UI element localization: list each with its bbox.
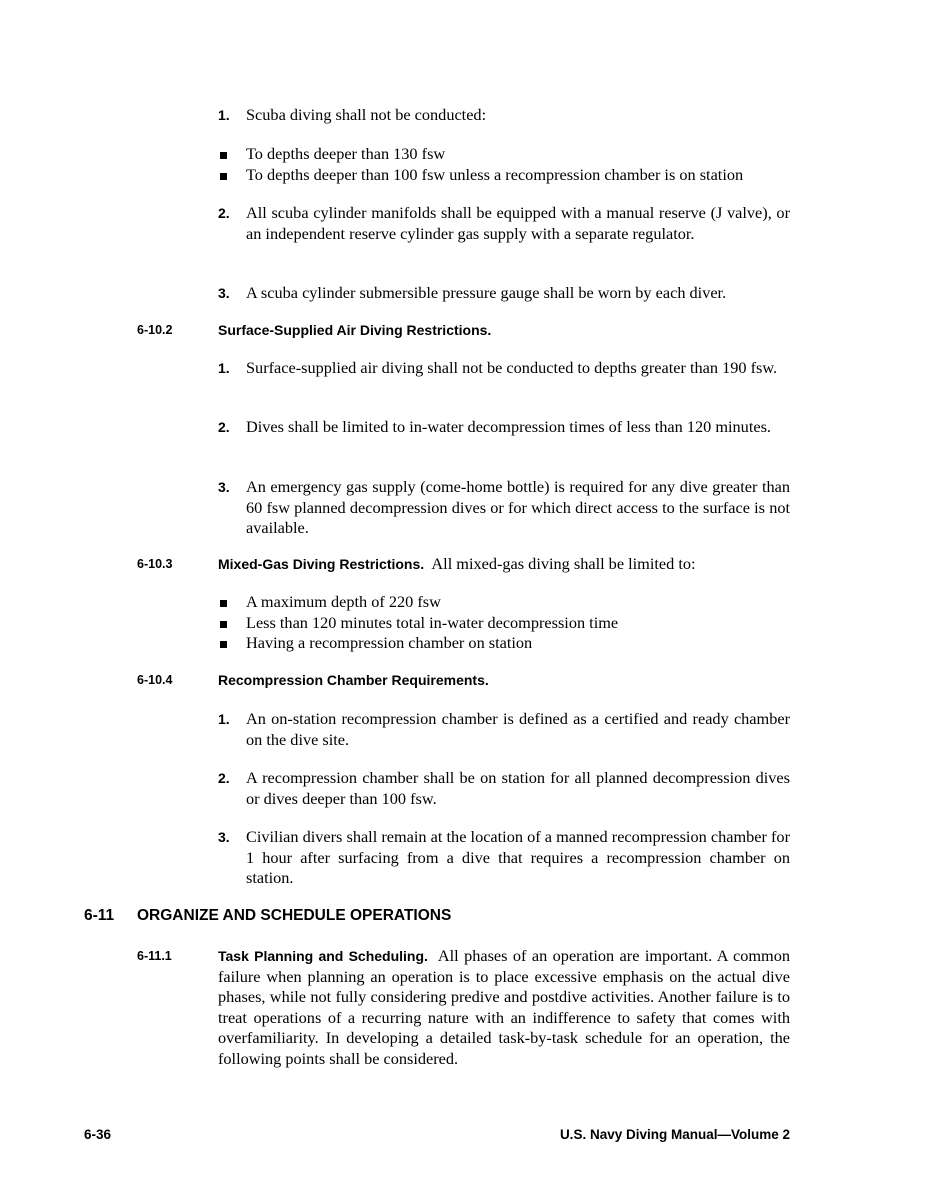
section-number: 6-11.1 [137, 949, 172, 963]
item-text: An emergency gas supply (come-home bottle) is required for any dive greater than 60 fsw planned decompression dives or for which direct access to the surface is not available. [246, 477, 790, 537]
item-text: Dives shall be limited to in-water decompression times of less than 120 minutes. [246, 417, 771, 436]
item-text: A recompression chamber shall be on station for all planned decompression dives or dives deeper than 100 fsw. [246, 768, 790, 808]
section-title: Surface-Supplied Air Diving Restrictions. [218, 322, 492, 338]
page-number: 6-36 [84, 1127, 112, 1142]
section-number: 6-10.4 [137, 673, 173, 687]
section-heading [218, 554, 790, 575]
section-heading [218, 320, 790, 341]
chamber-item-3 [218, 827, 790, 889]
surface-item-3 [218, 477, 790, 539]
list-item: To depths deeper than 130 fsw [218, 144, 790, 165]
item-number: 3. [218, 285, 230, 301]
scuba-item-3 [218, 283, 790, 304]
surface-item-2 [218, 417, 790, 438]
item-number: 1. [218, 107, 230, 123]
surface-item-1 [218, 358, 790, 379]
item-number: 2. [218, 770, 230, 786]
bullet-square-icon [220, 152, 227, 159]
item-text: All scuba cylinder manifolds shall be equipped with a manual reserve (J valve), or an independent reserve cylinder gas supply with a separate regulator. [246, 203, 790, 243]
section-title: Task Planning and Scheduling. [218, 948, 428, 964]
chapter-number: 6-11 [84, 907, 115, 924]
item-number: 1. [218, 360, 230, 376]
section-heading [218, 670, 790, 691]
bullet-square-icon [220, 173, 227, 180]
bullet-square-icon [220, 600, 227, 607]
bullet-square-icon [220, 641, 227, 648]
chamber-item-1 [218, 709, 790, 750]
scuba-item-2 [218, 203, 790, 244]
section-title: Mixed-Gas Diving Restrictions. [218, 556, 425, 572]
scuba-item-1 [218, 105, 790, 126]
list-item: To depths deeper than 100 fsw unless a recompression chamber is on station [218, 165, 790, 186]
item-text: An on-station recompression chamber is defined as a certified and ready chamber on the dive site. [246, 709, 790, 749]
chapter-title: ORGANIZE AND SCHEDULE OPERATIONS [137, 907, 452, 924]
scuba-bullet-list [218, 144, 790, 185]
section-number: 6-10.2 [137, 323, 173, 337]
chamber-item-2 [218, 768, 790, 809]
manual-title: U.S. Navy Diving Manual—Volume 2 [559, 1127, 790, 1142]
item-text: Scuba diving shall not be conducted: [246, 105, 487, 124]
item-number: 2. [218, 205, 230, 221]
list-item: A maximum depth of 220 fsw [218, 592, 790, 613]
item-number: 1. [218, 711, 230, 727]
list-item: Less than 120 minutes total in-water decompression time [218, 613, 790, 634]
bullet-square-icon [220, 621, 227, 628]
section-number: 6-10.3 [137, 557, 173, 571]
item-number: 2. [218, 419, 230, 435]
item-text: A scuba cylinder submersible pressure gauge shall be worn by each diver. [246, 283, 727, 302]
item-number: 3. [218, 829, 230, 845]
list-item: Having a recompression chamber on station [218, 633, 790, 654]
section-body: All phases of an operation are important. A common failure when planning an operation is to place excessive emphasis on the actual dive phases, while not fully considering predive and postdive activities. Another failure is to treat operations of a recurring nature with an indifference to safety that comes with overfamiliarity. In developing a detailed task-by-task schedule for an operation, the following points shall be considered. [218, 946, 790, 1068]
section-intro: All mixed-gas diving shall be limited to: [431, 554, 696, 573]
section-title: Recompression Chamber Requirements. [218, 672, 489, 688]
section-paragraph [218, 946, 790, 1069]
item-text: Surface-supplied air diving shall not be conducted to depths greater than 190 fsw. [246, 358, 778, 377]
mixed-gas-bullet-list [218, 592, 790, 654]
item-text: Civilian divers shall remain at the location of a manned recompression chamber for 1 hour after surfacing from a dive that requires a recompression chamber on station. [246, 827, 790, 887]
item-number: 3. [218, 479, 230, 495]
